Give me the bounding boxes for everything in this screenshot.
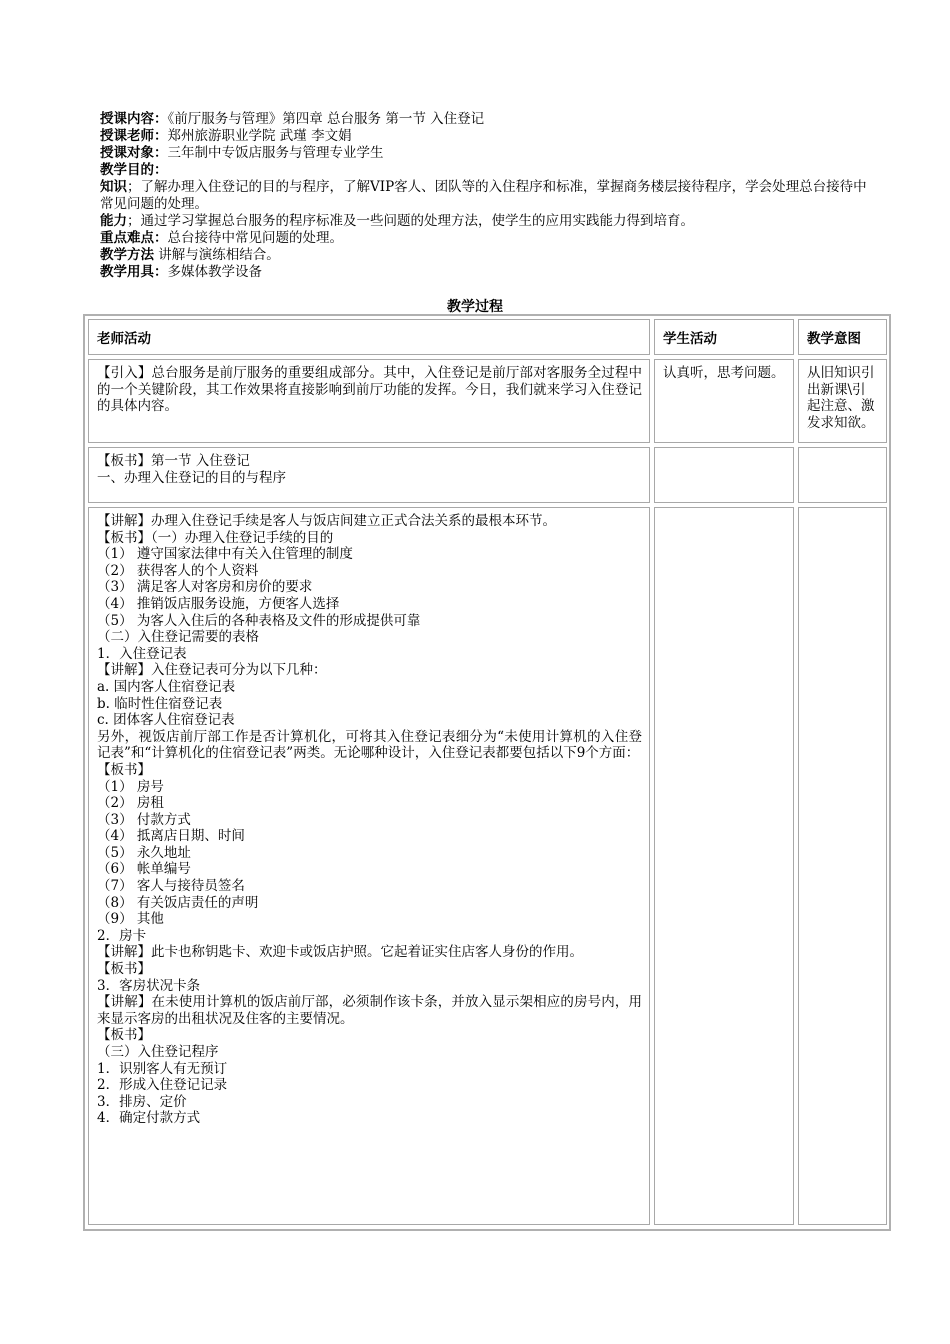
lesson-audience-line: 授课对象：三年制中专饭店服务与管理专业学生: [100, 145, 384, 161]
row3-line: （5） 永久地址: [97, 844, 191, 861]
row3-line: （3） 付款方式: [97, 811, 191, 828]
row3-line: c. 团体客人住宿登记表: [97, 712, 235, 729]
row3-line: （2） 获得客人的个人资料: [97, 562, 259, 579]
row3-line: 【板书】: [97, 761, 151, 778]
row3-line: b. 临时性住宿登记表: [97, 695, 223, 712]
row2-line: 一、办理入住登记的目的与程序: [97, 469, 286, 486]
col-header-student: 学生活动: [654, 319, 794, 355]
row3-line: 1．入住登记表: [97, 645, 187, 662]
lesson-knowledge-line: 知识；了解办理入住登记的目的与程序，了解VIP客人、团队等的入住程序和标准，掌握商务楼层接待程序，学会处理总台接待中常见问题的处理。: [100, 179, 867, 212]
lesson-tools-line: 教学用具：多媒体教学设备: [100, 264, 262, 280]
row3-line: 【板书】（一）办理入住登记手续的目的: [97, 529, 334, 546]
lesson-ability-line: 能力；通过学习掌握总台服务的程序标准及一些问题的处理方法，使学生的应用实践能力得到培育。: [100, 213, 694, 229]
row3-teacher-cell: [88, 507, 650, 1225]
row3-line: a. 国内客人住宿登记表: [97, 678, 236, 695]
row3-line: （6） 帐单编号: [97, 861, 191, 878]
row3-line: （二）入住登记需要的表格: [97, 629, 259, 646]
row3-line: （7） 客人与接待员签名: [97, 878, 245, 895]
row3-line: （2） 房租: [97, 795, 164, 812]
lesson-header: [100, 111, 870, 281]
lesson-content-line: 授课内容：《前厅服务与管理》第四章 总台服务 第一节 入住登记: [100, 111, 485, 127]
row3-line: 2．房卡: [97, 927, 147, 944]
row3-line: 【板书】: [97, 1027, 151, 1044]
lesson-teacher-line: 授课老师：郑州旅游职业学院 武瑾 李文娟: [100, 128, 352, 144]
row3-paragraph: 【讲解】办理入住登记手续是客人与饭店间建立正式合法关系的最根本环节。: [97, 513, 556, 529]
lesson-goal-line: 教学目的：: [100, 162, 168, 178]
row3-intent-cell: [798, 507, 887, 1225]
row3-paragraph: 另外，视饭店前厅部工作是否计算机化，可将其入住登记表细分为“未使用计算机的入住登记表”和“计算机化的住宿登记表”两类。无论哪种设计，入住登记表都要包括以下9个方面：: [97, 728, 642, 762]
row3-line: 1．识别客人有无预订: [97, 1060, 228, 1077]
row2-student-cell: [654, 447, 794, 503]
row3-line: 4．确定付款方式: [97, 1110, 201, 1127]
row3-line: （4） 推销饭店服务设施，方便客人选择: [97, 595, 340, 612]
row3-line: 【讲解】入住登记表可分为以下几种：: [97, 662, 327, 679]
row3-line: 【板书】: [97, 961, 151, 978]
row3-line: 3．排房、定价: [97, 1093, 187, 1110]
row1-intent-cell: 从旧知识引出新课\引起注意、激发求知欲。: [798, 359, 887, 443]
row3-line: （4） 抵离店日期、时间: [97, 828, 245, 845]
row1-student-cell: 认真听，思考问题。: [654, 359, 794, 443]
row3-line: 2．形成入住登记记录: [97, 1077, 228, 1094]
row3-line: 3．客房状况卡条: [97, 977, 201, 994]
row2-intent-cell: [798, 447, 887, 503]
row3-line: （1） 房号: [97, 778, 164, 795]
row3-paragraph: 【讲解】在未使用计算机的饭店前厅部，必须制作该卡条，并放入显示架相应的房号内，用来显示客房的出租状况及住客的主要情况。: [97, 994, 642, 1027]
row3-line: （8） 有关饭店责任的声明: [97, 894, 259, 911]
lesson-method-line: 教学方法 讲解与演练相结合。: [100, 247, 280, 263]
col-header-teacher: 老师活动: [88, 319, 650, 355]
row3-line: （1） 遵守国家法律中有关入住管理的制度: [97, 546, 353, 563]
col-header-intent: 教学意图: [798, 319, 887, 355]
row3-student-cell: [654, 507, 794, 1225]
lesson-key-line: 重点难点：总台接待中常见问题的处理。: [100, 230, 343, 246]
row2-line: 【板书】第一节 入住登记: [97, 453, 250, 469]
row2-teacher-cell: [88, 447, 650, 503]
row3-line: （5） 为客人入住后的各种表格及文件的形成提供可靠: [97, 612, 421, 629]
teaching-process-table: [83, 314, 891, 1231]
row3-line: （3） 满足客人对客房和房价的要求: [97, 579, 313, 596]
row3-line: （9） 其他: [97, 911, 164, 928]
row3-paragraph: 【讲解】此卡也称钥匙卡、欢迎卡或饭店护照。它起着证实住店客人身份的作用。: [97, 944, 583, 961]
row3-line: （三）入住登记程序: [97, 1044, 219, 1060]
row1-teacher-cell: 【引入】总台服务是前厅服务的重要组成部分。其中，入住登记是前厅部对客服务全过程中的一个关键阶段，其工作效果将直接影响到前厅功能的发挥。今日，我们就来学习入住登记的具体内容。: [88, 359, 650, 443]
section-title: 教学过程: [447, 299, 503, 315]
